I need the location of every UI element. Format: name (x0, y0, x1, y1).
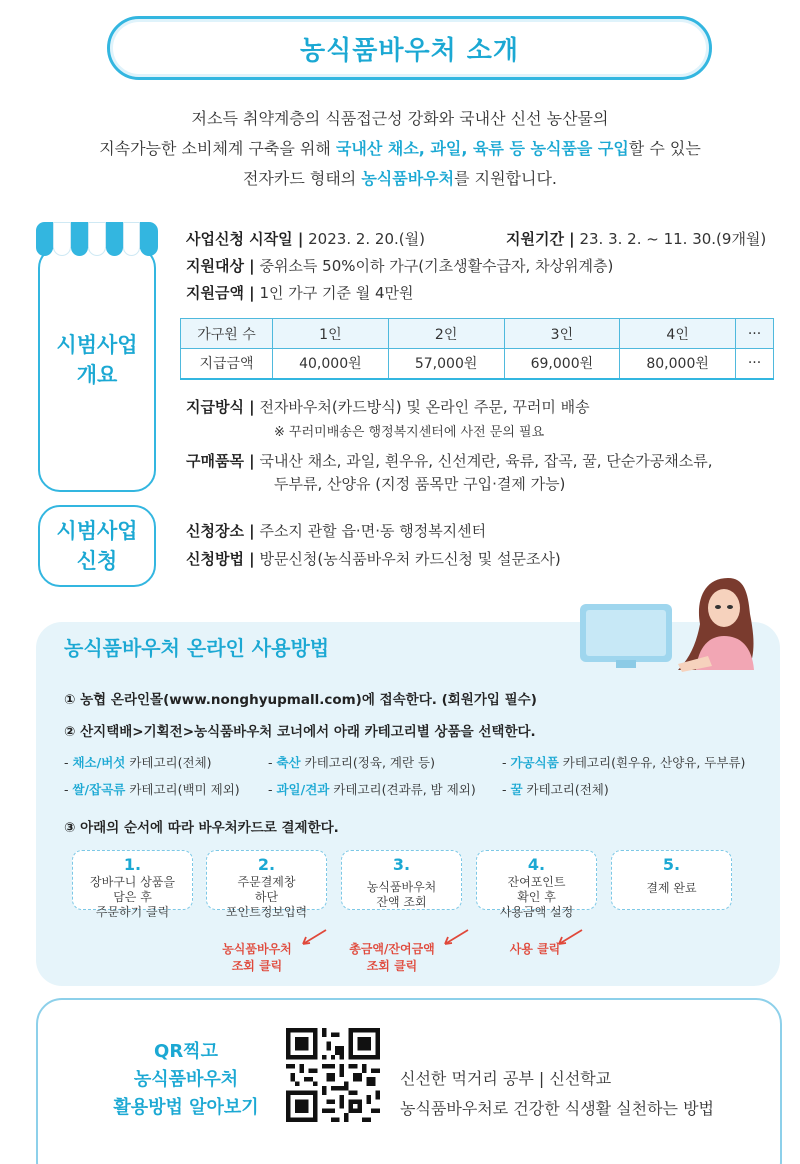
intro-line-3 (0, 164, 800, 194)
flow-step-text: 장바구니 상품을 (90, 875, 175, 889)
intro-line-2 (0, 134, 800, 164)
arrow-icon (556, 926, 586, 948)
page-title: 농식품바우처 소개 (300, 35, 519, 66)
usage-step-3: ③ 아래의 순서에 따라 바우처카드로 결제한다. (64, 820, 339, 836)
flow-step-text: 결제 완료 (646, 881, 697, 895)
apply-badge-line-2: 신청 (76, 549, 118, 573)
category-name: 과일/견과 (276, 782, 330, 797)
qr-code-icon[interactable] (286, 1028, 380, 1122)
target-row (186, 253, 613, 279)
flow-step-text: 사용금액 설정 (499, 905, 574, 919)
apply-method-label: 신청방법 | (186, 550, 255, 568)
flow-step-5 (611, 850, 732, 910)
page-title-pill (107, 16, 712, 80)
apply-badge (38, 505, 156, 587)
period-row (506, 226, 766, 252)
target-label: 지원대상 | (186, 257, 255, 275)
usage-step-2: ② 산지택배>기획전>농식품바우처 코너에서 아래 카테고리별 상품을 선택한다. (64, 724, 536, 740)
fee-table (180, 318, 774, 380)
start-date-row (186, 226, 425, 252)
apply-method-value: 방문신청(농식품바우처 카드신청 및 설문조사) (259, 550, 561, 568)
category-dash: - (64, 755, 73, 770)
apply-badge-line-1: 시범사업 (56, 519, 138, 543)
flow-step-3 (341, 850, 462, 910)
category-desc: 카테고리(전체) (125, 755, 212, 770)
usage-step-1: ① 농협 온라인몰(www.nonghyupmall.com)에 접속한다. (회원가입 필수) (64, 692, 537, 708)
flow-step-text: 주문하기 클릭 (95, 905, 170, 919)
flow-step-text: 농식품바우처 (366, 880, 437, 894)
overview-badge-line-2: 개요 (76, 363, 118, 387)
fee-header-cell: 가구원 수 (181, 319, 273, 349)
flow-step-text: 주문결제창 (237, 875, 296, 889)
overview-badge (38, 246, 156, 492)
qr-caption-line-1: QR찍고 (154, 1041, 218, 1062)
fee-cell: 40,000원 (273, 349, 389, 379)
flow-step-number: 3. (392, 855, 411, 874)
fee-cell: 57,000원 (388, 349, 504, 379)
category-item (64, 780, 240, 798)
category-item (268, 753, 435, 771)
apply-place-value: 주소지 관할 읍·면·동 행정복지센터 (259, 522, 487, 540)
usage-title: 농식품바우처 온라인 사용방법 (64, 636, 330, 660)
flow-step-text: 잔여포인트 (507, 875, 566, 889)
flow-step-1 (72, 850, 193, 919)
category-item (64, 753, 212, 771)
qr-caption-line-2: 농식품바우처 (133, 1069, 239, 1090)
amount-row (186, 280, 414, 306)
flow-step-text: 하단 (254, 890, 279, 904)
category-item (502, 780, 609, 798)
flow-step-number: 2. (257, 855, 276, 874)
usage-panel (36, 622, 780, 986)
pay-method-note: ※ 꾸러미배송은 행정복지센터에 사전 문의 필요 (274, 425, 545, 440)
flow-step-number: 1. (123, 855, 142, 874)
fee-header-cell: 3인 (504, 319, 620, 349)
intro-highlight-2: 농식품바우처 (361, 169, 455, 188)
category-name: 채소/버섯 (72, 755, 126, 770)
woman-computer-illustration (578, 574, 768, 674)
qr-description (400, 1064, 714, 1124)
intro-text (0, 104, 800, 194)
pay-method-row (186, 394, 590, 420)
qr-description-line-1: 신선한 먹거리 공부 | 신선학교 (400, 1069, 612, 1088)
category-dash: - (268, 755, 277, 770)
store-awning-icon (36, 222, 158, 262)
flow-note-1 (214, 941, 300, 975)
flow-step-text: 포인트정보입력 (225, 905, 308, 919)
fee-cell: 80,000원 (620, 349, 736, 379)
amount-value: 1인 가구 기준 월 4만원 (259, 284, 414, 302)
overview-badge-line-1: 시범사업 (56, 333, 138, 357)
intro-highlight-1: 국내산 채소, 과일, 육류 등 농식품을 구입 (335, 139, 629, 158)
category-dash: - (502, 755, 511, 770)
flow-step-text: 담은 후 (113, 890, 152, 904)
flow-step-text: 확인 후 (517, 890, 556, 904)
items-label: 구매품목 | (186, 452, 255, 470)
fee-header-cell: 1인 (273, 319, 389, 349)
category-item (502, 753, 745, 771)
arrow-icon (300, 926, 330, 948)
fee-header-cell: 4인 (620, 319, 736, 349)
fee-cell: 지급금액 (181, 349, 273, 379)
start-date-label: 사업신청 시작일 | (186, 230, 304, 248)
period-label: 지원기간 | (506, 230, 575, 248)
target-value: 중위소득 50%이하 가구(기초생활수급자, 차상위계층) (259, 257, 614, 275)
category-name: 축산 (276, 755, 301, 770)
category-name: 가공식품 (510, 755, 559, 770)
fee-header-cell: ··· (736, 319, 774, 349)
category-dash: - (64, 782, 73, 797)
qr-caption (96, 1038, 276, 1122)
category-name: 쌀/잡곡류 (72, 782, 126, 797)
qr-description-line-2: 농식품바우처로 건강한 식생활 실천하는 방법 (400, 1099, 715, 1118)
intro-line-2-pre: 지속가능한 소비체계 구축을 위해 (99, 139, 336, 158)
flow-step-2 (206, 850, 327, 919)
category-desc: 카테고리(전체) (522, 782, 609, 797)
intro-line-1: 저소득 취약계층의 식품접근성 강화와 국내산 신선 농산물의 (191, 109, 609, 128)
start-date-value: 2023. 2. 20.(월) (308, 230, 425, 248)
amount-label: 지원금액 | (186, 284, 255, 302)
flow-note-text: 총금액/잔여금액 (349, 942, 435, 956)
arrow-icon (442, 926, 472, 948)
flow-note-2 (340, 941, 444, 975)
pay-method-label: 지급방식 | (186, 398, 255, 416)
flow-note-text: 조회 클릭 (366, 959, 418, 973)
fee-header-cell: 2인 (388, 319, 504, 349)
pay-method-value: 전자바우처(카드방식) 및 온라인 주문, 꾸러미 배송 (259, 398, 590, 416)
category-dash: - (268, 782, 277, 797)
flow-note-text: 사용 클릭 (509, 942, 561, 956)
fee-cell: ··· (736, 349, 774, 379)
category-item (268, 780, 476, 798)
category-desc: 카테고리(흰우유, 산양유, 두부류) (558, 755, 746, 770)
flow-step-text: 잔액 조회 (376, 895, 427, 909)
flow-note-text: 농식품바우처 (222, 942, 292, 956)
flow-note-text: 조회 클릭 (231, 959, 283, 973)
fee-cell: 69,000원 (504, 349, 620, 379)
qr-caption-line-3: 활용방법 알아보기 (113, 1097, 259, 1118)
category-desc: 카테고리(견과류, 밤 제외) (329, 782, 476, 797)
items-value-1: 국내산 채소, 과일, 흰우유, 신선계란, 육류, 잡곡, 꿀, 단순가공채소류, (259, 452, 713, 470)
category-desc: 카테고리(백미 제외) (125, 782, 240, 797)
apply-method-row (186, 546, 561, 572)
category-dash: - (502, 782, 511, 797)
category-name: 꿀 (510, 782, 523, 797)
flow-step-number: 5. (662, 855, 681, 874)
fee-table-row (181, 349, 774, 379)
intro-line-3-pre: 전자카드 형태의 (242, 169, 362, 188)
flow-step-number: 4. (527, 855, 546, 874)
period-value: 23. 3. 2. ~ 11. 30.(9개월) (579, 230, 767, 248)
fee-table-header-row (181, 319, 774, 349)
intro-line-3-post: 를 지원합니다. (454, 169, 558, 188)
face-shape (708, 589, 740, 627)
category-desc: 카테고리(정육, 계란 등) (300, 755, 435, 770)
apply-place-label: 신청장소 | (186, 522, 255, 540)
items-value-2: 두부류, 산양유 (지정 품목만 구입·결제 가능) (274, 475, 566, 493)
intro-line-2-post: 할 수 있는 (628, 139, 701, 158)
flow-step-4 (476, 850, 597, 919)
apply-place-row (186, 518, 486, 544)
